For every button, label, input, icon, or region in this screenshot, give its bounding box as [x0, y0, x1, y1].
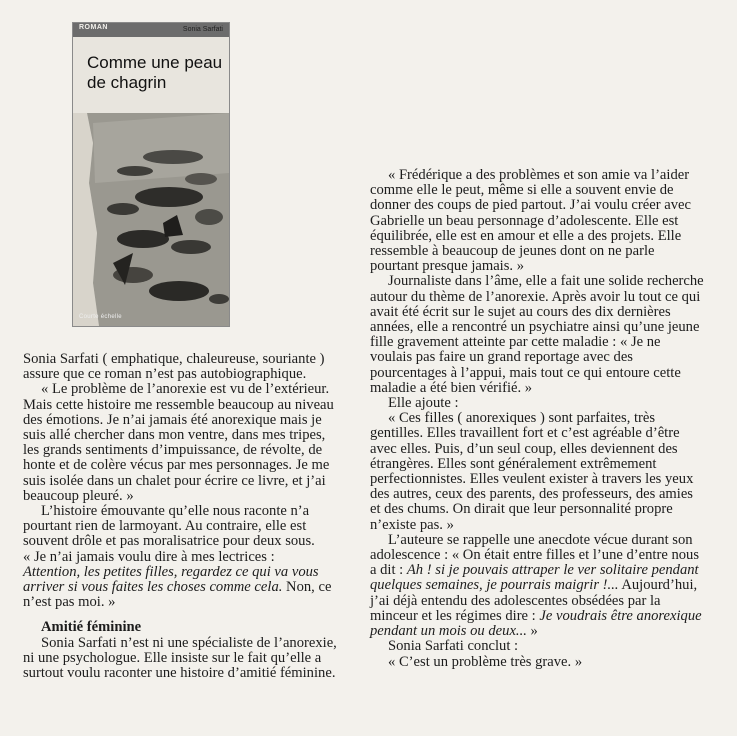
cover-title-line2: de chagrin: [87, 73, 167, 92]
right-column: [370, 168, 706, 670]
anecdote-paragraph: [370, 533, 706, 639]
subheading-amitie: Amitié féminine: [41, 619, 142, 636]
body-paragraph-5: Elle ajoute :: [388, 395, 459, 412]
quote-paragraph-1: « Le problème de l’anorexie est vu de l’extérieur. Mais cette histoire me ressemble beaucoup au niveau des émotions. Je n’ai jamais été anorexique mais je suis allé chercher dans mon ventre, dans mes tripes, les grands sentiments d’impuissance, de révolte, de honte et de colère vécus par mes personnages. Je me suis isolée dans un chalet pour écrire ce livre, et j’ai beaucoup pleuré. »: [23, 381, 334, 504]
quote-paragraph-3: « Frédérique a des problèmes et son amie va l’aider comme elle le peut, même si elle a souvent envie de donner des coups de pied partout. J’ai voulu créer avec Gabrielle un beau personnage d’adolescente. Elle est équilibrée, elle est en amour et elle a des projets. Elle ressemble à beaucoup de jeunes dont on ne parle pourtant presque jamais. »: [370, 167, 691, 275]
cover-collection: ROMAN: [79, 24, 108, 31]
conclusion-intro: Sonia Sarfati conclut :: [388, 638, 519, 655]
body-paragraph-3: Sonia Sarfati n’est ni une spécialiste de l’anorexie, ni une psychologue. Elle insiste sur le fait qu’elle a surtout voulu raconter une histoire d’amitié féminine.: [23, 634, 337, 682]
cover-author: Sonia Sarfati: [182, 26, 223, 33]
body-paragraph-4: Journaliste dans l’âme, elle a fait une solide recherche autour du thème de l’anorexie. Après avoir lu tout ce qui avait été écrit sur le sujet au cours des dix dernières années, elle a rencontré un psychiatre ainsi qu’une jeune fille gravement atteinte par cette maladie : « Je ne voulais pas faire un grand reportage avec des pourcentages à l’appui, mais tout ce qui entoure cette maladie a été bien vérifié. »: [370, 273, 704, 396]
quote-end: Non, ce n’est pas moi. »: [23, 579, 332, 611]
anecdote-italic-2: Je voudrais être anorexique pendant un mois ou deux...: [370, 607, 702, 640]
cover-illustration: [73, 113, 229, 326]
quote-paragraph-2: [23, 550, 340, 611]
anecdote-start: L’auteure se rappelle une anecdote vécue durant son adolescence : « On était entre filles et l’une d’entre nous a dit :: [370, 531, 700, 579]
cover-title-line1: Comme une peau: [87, 53, 223, 72]
intro-paragraph: Sonia Sarfati ( emphatique, chaleureuse, souriante ) assure que ce roman n’est pas autobiographique.: [23, 351, 325, 383]
quote-paragraph-4: « Ces filles ( anorexiques ) sont parfaites, très gentilles. Elles travaillent fort et c’est agréable d’être avec elles. Puis, d’un seul coup, elles deviennent des étrangères. Elles sont généralement extrêmement perfectionnistes. Elles veulent exister à travers les yeux des autres, ceux des parents, des professeurs, des amies et des chums. On dirait que leur personnalité propre n’existe pas. »: [370, 410, 694, 533]
quote-intro: « Je n’ai jamais voulu dire à mes lectrices :: [23, 548, 275, 565]
cover-publisher: Courte échelle: [79, 314, 122, 320]
book-cover: [72, 22, 230, 327]
body-paragraph-2: L’histoire émouvante qu’elle nous raconte n’a pourtant rien de larmoyant. Au contraire, elle est souvent drôle et pas moralisatrice pour deux sous.: [23, 503, 315, 550]
anecdote-end: »: [526, 623, 538, 640]
conclusion-quote: « C’est un problème très grave. »: [388, 653, 583, 670]
anecdote-italic-1: Ah ! si je pouvais attraper le ver solitaire pendant quelques semaines, je pourrais maigrir !...: [370, 562, 699, 594]
quote-italic: Attention, les petites filles, regardez ce qui va vous arriver si vous faites les choses comme cela.: [23, 563, 319, 596]
left-column: [23, 352, 340, 681]
cover-title: [87, 53, 227, 93]
anecdote-middle: Aujourd’hui, j’ai déjà entendu des adolescentes obsédées par la minceur et les régimes dire :: [370, 577, 698, 624]
